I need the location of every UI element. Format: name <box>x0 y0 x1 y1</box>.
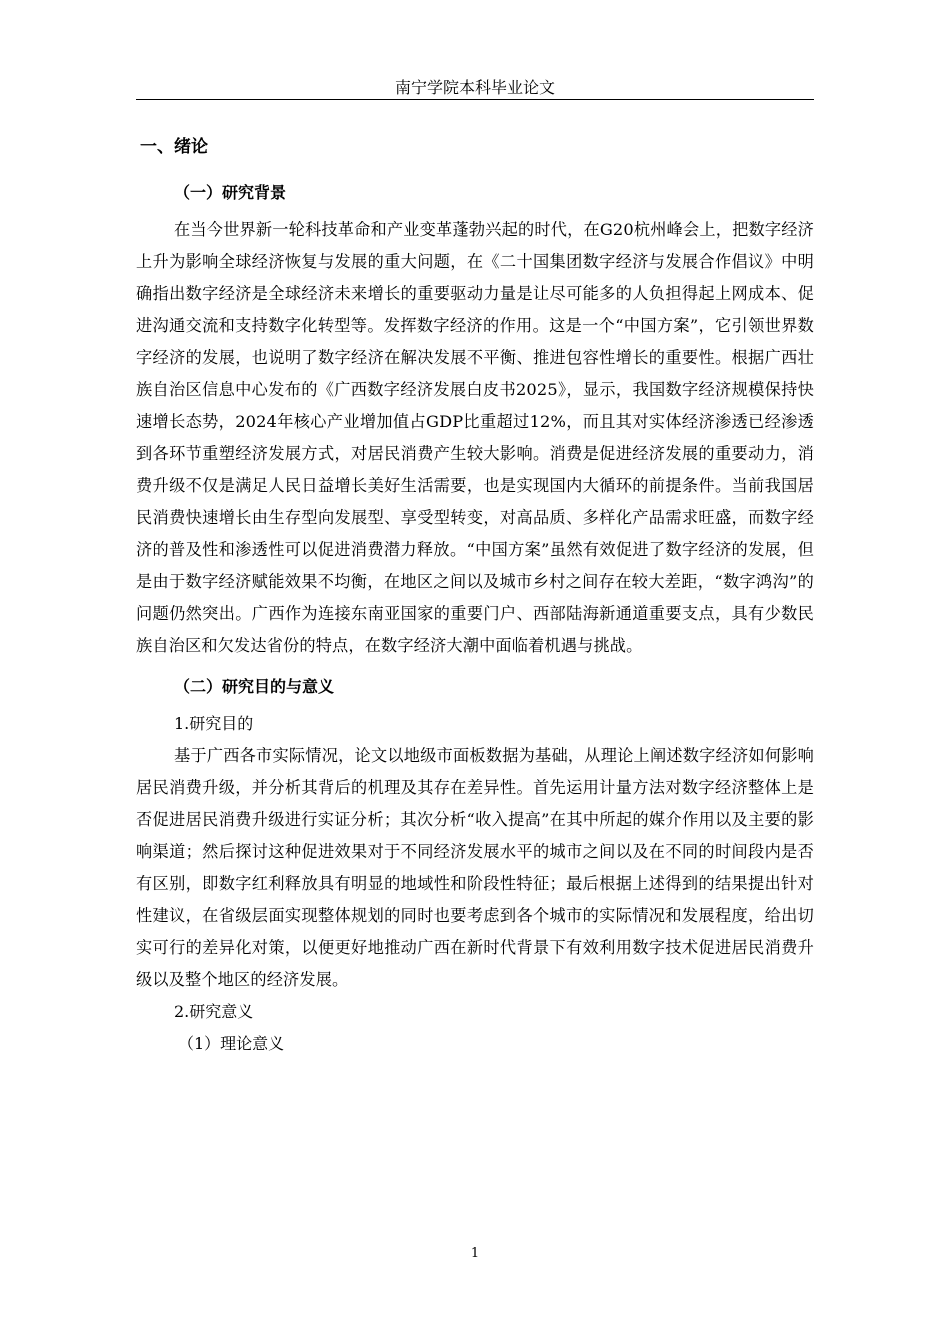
background-paragraph: 在当今世界新一轮科技革命和产业变革蓬勃兴起的时代，在G20杭州峰会上，把数字经济上升为影响全球经济恢复与发展的重大问题，在《二十国集团数字经济与发展合作倡议》中明确指出数字经济是全球经济未来增长的重要驱动力量是让尽可能多的人负担得起上网成本、促进沟通交流和支持数字化转型等。发挥数字经济的作用。这是一个“中国方案”，它引领世界数字经济的发展，也说明了数字经济在解决发展不平衡、推进包容性增长的重要性。根据广西壮族自治区信息中心发布的《广西数字经济发展白皮书2025》，显示，我国数字经济规模保持快速增长态势，2024年核心产业增加值占GDP比重超过12%，而且其对实体经济渗透已经渗透到各环节重塑经济发展方式，对居民消费产生较大影响。消费是促进经济发展的重要动力，消费升级不仅是满足人民日益增长美好生活需要，也是实现国内大循环的前提条件。当前我国居民消费快速增长由生存型向发展型、享受型转变，对高品质、多样化产品需求旺盛，而数字经济的普及性和渗透性可以促进消费潜力释放。“中国方案”虽然有效促进了数字经济的发展，但是由于数字经济赋能效果不均衡，在地区之间以及城市乡村之间存在较大差距，“数字鸿沟”的问题仍然突出。广西作为连接东南亚国家的重要门户、西部陆海新通道重要支点，具有少数民族自治区和欠发达省份的特点，在数字经济大潮中面临着机遇与挑战。 <box>136 220 814 655</box>
purpose-paragraph: 基于广西各市实际情况，论文以地级市面板数据为基础，从理论上阐述数字经济如何影响居民消费升级，并分析其背后的机理及其存在差异性。首先运用计量方法对数字经济整体上是否促进居民消费升级进行实证分析；其次分析“收入提高”在其中所起的媒介作用以及主要的影响渠道；然后探讨这种促进效果对于不同经济发展水平的城市之间以及在不同的时间段内是否有区别，即数字红利释放具有明显的地域性和阶段性特征；最后根据上述得到的结果提出针对性建议，在省级层面实现整体规划的同时也要考虑到各个城市的实际情况和发展程度，给出切实可行的差异化对策，以便更好地推动广西在新时代背景下有效利用数字技术促进居民消费升级以及整个地区的经济发展。 <box>136 746 814 989</box>
chapter-title: 一、绪论 <box>140 137 208 157</box>
page-body <box>136 130 814 1060</box>
page-number: 1 <box>470 1246 480 1261</box>
spacer <box>136 662 814 670</box>
section-heading-background: （一）研究背景 <box>174 183 287 202</box>
page-header: 南宁学院本科毕业论文 <box>394 78 555 97</box>
section-heading-purpose: （二）研究目的与意义 <box>174 677 335 696</box>
subsection-significance: 2.研究意义 <box>174 1002 254 1021</box>
subsection-purpose: 1.研究目的 <box>174 714 254 733</box>
header-divider <box>136 99 814 100</box>
subsection-theory: （1）理论意义 <box>178 1034 285 1053</box>
